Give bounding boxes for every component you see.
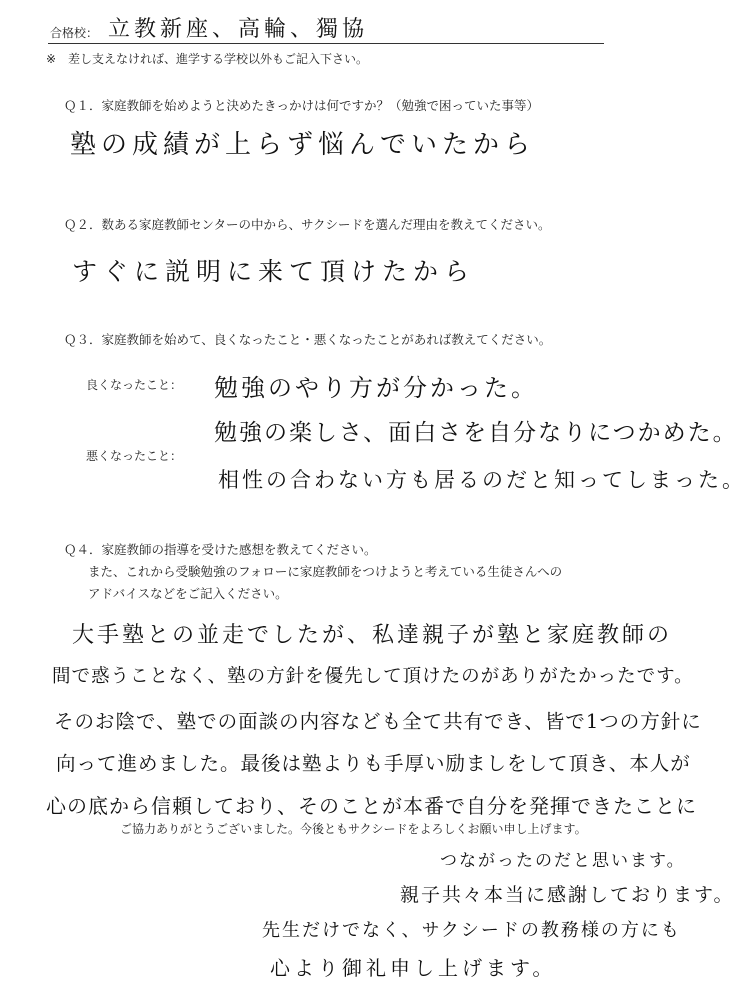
q4-answer-line-5: 心の底から信頼しており、そのことが本番で自分を発揮できたことに <box>46 794 697 818</box>
thanks-message: ご協力ありがとうございました。今後ともサクシードをよろしくお願い申し上げます。 <box>120 822 587 836</box>
q4-answer-line-4: 向って進めました。最後は塾よりも手厚い励ましをして頂き、本人が <box>56 752 691 775</box>
q3-good-answer-2: 勉強の楽しさ、面白さを自分なりにつかめた。 <box>214 420 738 446</box>
q4-answer-line-1: 大手塾との並走でしたが、私達親子が塾と家庭教師の <box>72 623 673 648</box>
q3-bad-answer: 相性の合わない方も居るのだと知ってしまった。 <box>218 468 746 492</box>
q3-good-answer-1: 勉強のやり方が分かった。 <box>214 374 538 402</box>
q3-question: Ｑ３．家庭教師を始めて、良くなったこと・悪くなったことがあれば教えてください。 <box>64 332 552 347</box>
q4-question-line-1: Ｑ４．家庭教師の指導を受けた感想を教えてください。 <box>64 542 377 557</box>
q1-question: Ｑ１．家庭教師を始めようと決めたきっかけは何ですか？（勉強で困っていた事等） <box>64 98 540 113</box>
q4-answer-line-2: 間で惑うことなく、塾の方針を優先して頂けたのがありがたかったです。 <box>52 666 694 687</box>
q4-answer-line-7: 親子共々本当に感謝しております。 <box>400 884 735 906</box>
q4-answer-line-6: つながったのだと思います。 <box>440 851 686 871</box>
school-label: 合格校： <box>50 26 99 40</box>
q4-question-line-3: アドバイスなどをご記入ください。 <box>88 586 288 601</box>
q2-question: Ｑ２．数ある家庭教師センターの中から、サクシードを選んだ理由を教えてください。 <box>64 217 551 232</box>
school-underline <box>48 43 604 44</box>
school-note: ※ 差し支えなければ、進学する学校以外もご記入下さい。 <box>46 52 369 66</box>
q1-answer: 塾の成績が上らず悩んでいたから <box>70 130 536 160</box>
q4-answer-line-8: 先生だけでなく、サクシードの教務様の方にも <box>262 920 681 941</box>
q4-question-line-2: また、これから受験勉強のフォローに家庭教師をつけようと考えている生徒さんへの <box>88 564 563 579</box>
q3-good-label: 良くなったこと： <box>86 378 183 392</box>
q2-answer: すぐに説明に来て頂けたから <box>72 257 476 286</box>
q4-answer-line-3: そのお陰で、塾での面談の内容なども全て共有でき、皆で1つの方針に <box>54 710 702 733</box>
q3-bad-label: 悪くなったこと： <box>86 449 183 463</box>
school-value: 立教新座、高輪、獨協 <box>108 17 369 42</box>
q4-answer-line-9: 心より御礼申し上げます。 <box>270 956 557 980</box>
